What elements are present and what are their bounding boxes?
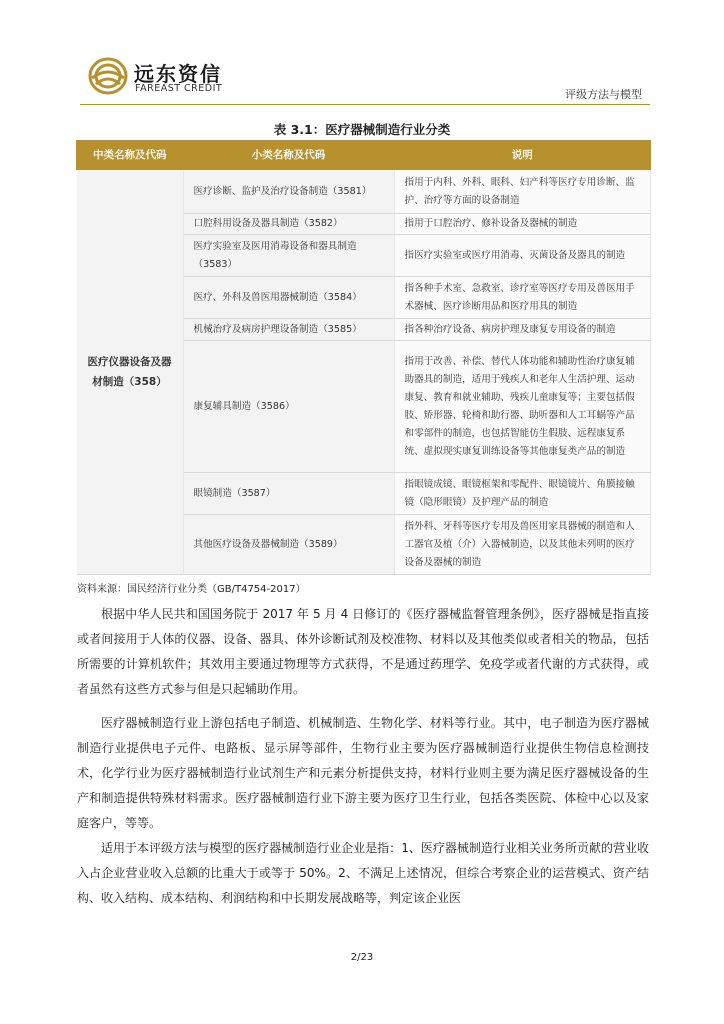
page-number: 2/23 [350, 952, 374, 963]
header-sub-category: 小类名称及代码 [183, 141, 394, 170]
description-cell: 指用于改善、补偿、替代人体功能和辅助性治疗康复辅助器具的制造，适用于残疾人和老年人生活护理、运动康复、教育和就业辅助、残疾儿童康复等；主要包括假肢、矫形器、轮椅和助行器、助听器和人工耳蜗等产品和零部件的制造，也包括智能仿生假肢、远程康复系统、虚拟现实康复训练设备等其他康复类产品的制造 [394, 341, 651, 473]
description-cell: 指医疗实验室或医疗用消毒、灭菌设备及器具的制造 [394, 235, 651, 277]
description-cell: 指用于口腔治疗、修补设备及器械的制造 [394, 214, 651, 235]
header-description: 说明 [394, 141, 651, 170]
body-paragraph-definition: 根据中华人民共和国国务院于 2017 年 5 月 4 日修订的《医疗器械监督管理条例》，医疗器械是指直接或者间接用于人体的仪器、设备、器具、体外诊断试剂及校准物、材料以及其他类似或者相关的物品，包括所需要的计算机软件；其效用主要通过物理等方式获得，不是通过药理学、免疫学或者代谢的方式获得，或者虽然有这些方式参与但是只起辅助作用。 [77, 607, 649, 696]
sub-category-cell: 康复辅具制造（3586） [183, 341, 394, 473]
description-cell: 指眼镜成镜、眼镜框架和零配件、眼镜镜片、角膜接触镜（隐形眼镜）及护理产品的制造 [394, 473, 651, 515]
sub-category-cell: 机械治疗及病房护理设备制造（3585） [183, 319, 394, 341]
header-divider [80, 104, 650, 105]
description-cell: 指外科、牙科等医疗专用及兽医用家具器械的制造和人工器官及植（介）入器械制造，以及其他未列明的医疗设备及器械的制造 [394, 515, 651, 575]
body-paragraph-scope: 适用于本评级方法与模型的医疗器械制造行业企业是指：1、医疗器械制造行业相关业务所贡献的营业收入占企业营业收入总额的比重大于或等于 50%。2、不满足上述情况，但综合考察企业的运营模式、资产结构、收入结构、成本结构、利润结构和中长期发展战略等，判定该企业医 [77, 841, 649, 905]
sub-category-cell: 其他医疗设备及器械制造（3589） [183, 515, 394, 575]
table-source-note: 资料来源：国民经济行业分类（GB/T4754-2017） [77, 584, 306, 595]
header-mid-category: 中类名称及代码 [77, 141, 184, 170]
table-row [77, 170, 651, 214]
description-cell: 指各种手术室、急救室、诊疗室等医疗专用及兽医用手术器械、医疗诊断用品和医疗用具的制造 [394, 277, 651, 319]
mid-category-cell: 医疗仪器设备及器材制造（358） [77, 170, 184, 575]
classification-table [76, 140, 651, 575]
sub-category-cell: 医疗实验室及医用消毒设备和器具制造（3583） [183, 235, 394, 277]
sub-category-cell: 口腔科用设备及器具制造（3582） [183, 214, 394, 235]
fareast-logo-icon [88, 56, 128, 96]
description-cell: 指各种治疗设备、病房护理及康复专用设备的制造 [394, 319, 651, 341]
logo-english-name: FAREAST CREDIT [135, 83, 223, 94]
table-caption: 表 3.1：医疗器械制造行业分类 [273, 122, 451, 137]
body-paragraph-supply-chain: 医疗器械制造行业上游包括电子制造、机械制造、生物化学、材料等行业。其中，电子制造为医疗器械制造行业提供电子元件、电路板、显示屏等部件，生物行业主要为医疗器械制造行业提供生物信息检测技术，化学行业为医疗器械制造行业试剂生产和元素分析提供支持，材料行业则主要为满足医疗器械设备的生产和制造提供特殊材料需求。医疗器械制造行业下游主要为医疗卫生行业，包括各类医院、体检中心以及家庭客户，等等。 [77, 716, 649, 830]
sub-category-cell: 眼镜制造（3587） [183, 473, 394, 515]
page-header [0, 0, 724, 110]
description-cell: 指用于内科、外科、眼科、妇产科等医疗专用诊断、监护、治疗等方面的设备制造 [394, 170, 651, 214]
sub-category-cell: 医疗、外科及兽医用器械制造（3584） [183, 277, 394, 319]
table-header-row [77, 141, 651, 170]
logo-chinese-name: 远东资信 [134, 62, 222, 86]
document-title: 评级方法与模型 [565, 88, 642, 101]
sub-category-cell: 医疗诊断、监护及治疗设备制造（3581） [183, 170, 394, 214]
